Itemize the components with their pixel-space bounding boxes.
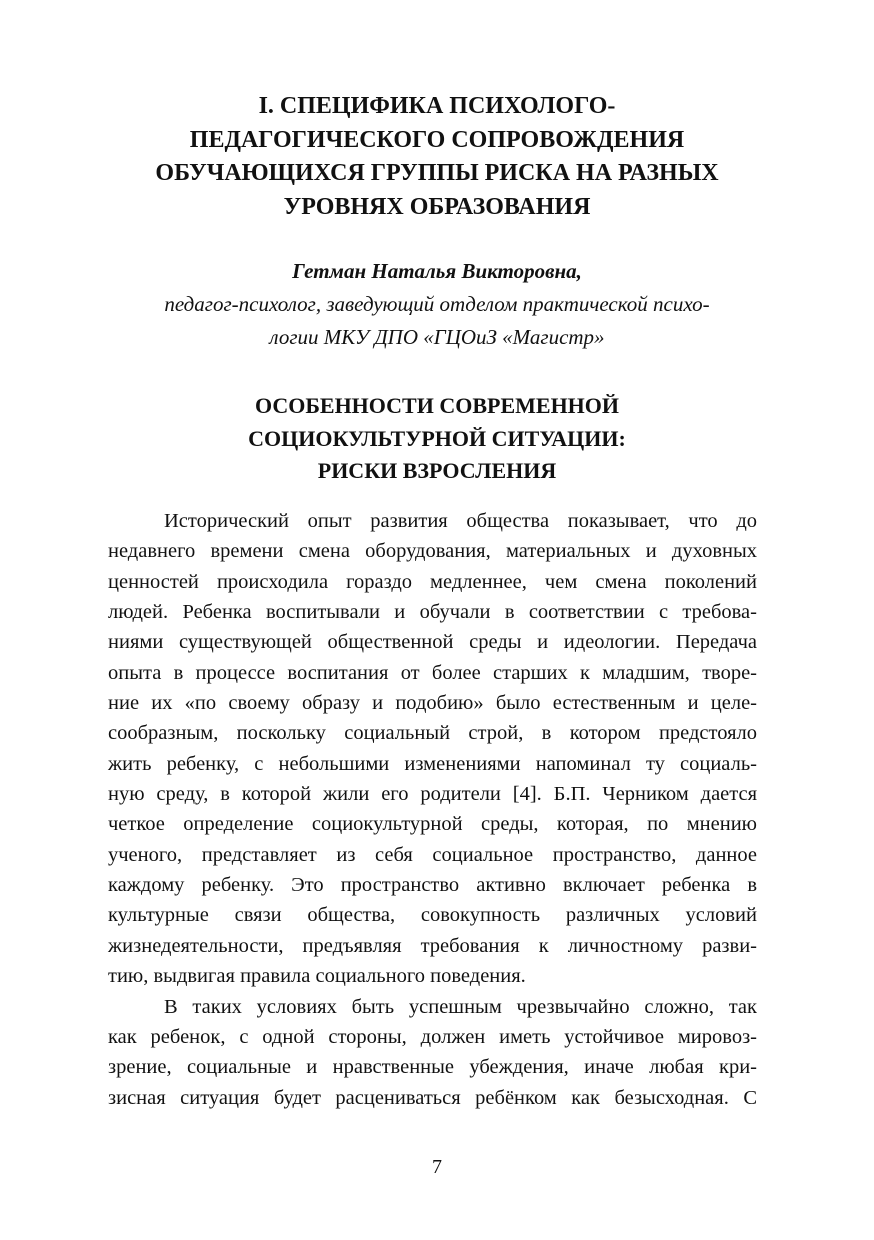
paragraph-line: культурные связи общества, совокупность различных условий xyxy=(108,904,757,927)
section-title-line: ОБУЧАЮЩИХСЯ ГРУППЫ РИСКА НА РАЗНЫХ xyxy=(155,160,719,186)
paragraph-line: Исторический опыт развития общества показывает, что до xyxy=(164,510,757,532)
section-title xyxy=(0,90,874,224)
paragraph-line: недавнего времени смена оборудования, материальных и духовных xyxy=(108,540,757,563)
page-number: 7 xyxy=(432,1156,442,1178)
article-title-line: ОСОБЕННОСТИ СОВРЕМЕННОЙ xyxy=(254,393,620,418)
paragraph-line: зисная ситуация будет расцениваться ребёнком как безысходная. С xyxy=(108,1086,757,1109)
paragraph-line: каждому ребенку. Это пространство активно включает ребенка в xyxy=(108,874,757,897)
paragraph-line: четкое определение социокультурной среды, которая, по мнению xyxy=(108,813,757,836)
paragraph-line: сообразным, поскольку социальный строй, в котором предстояло xyxy=(108,722,757,745)
paragraph xyxy=(108,992,757,1113)
section-title-line: I. СПЕЦИФИКА ПСИХОЛОГО- xyxy=(258,93,616,119)
paragraph-line: зрение, социальные и нравственные убеждения, иначе любая кри- xyxy=(108,1056,757,1079)
article-body xyxy=(108,506,757,1113)
author-affiliation-line: педагог-психолог, заведующий отделом практической психо- xyxy=(164,292,710,316)
paragraph xyxy=(108,506,757,992)
section-title-line: ПЕДАГОГИЧЕСКОГО СОПРОВОЖДЕНИЯ xyxy=(189,126,685,153)
paragraph-line: опыта в процессе воспитания от более старших к младшим, творе- xyxy=(108,661,757,684)
article-title-line: РИСКИ ВЗРОСЛЕНИЯ xyxy=(317,458,557,483)
author-block xyxy=(0,255,874,354)
paragraph-line: как ребенок, с одной стороны, должен иметь устойчивое мировоз- xyxy=(108,1025,757,1048)
paragraph-line: ную среду, в которой жили его родители [4]. Б.П. Черником дается xyxy=(108,783,757,806)
paragraph-line: ние их «по своему образу и подобию» было естественным и целе- xyxy=(108,692,757,715)
section-title-line: УРОВНЯХ ОБРАЗОВАНИЯ xyxy=(283,193,591,220)
paragraph-line: ценностей происходила гораздо медленнее, чем смена поколений xyxy=(108,570,757,593)
paragraph-line: людей. Ребенка воспитывали и обучали в соответствии с требова- xyxy=(108,601,757,624)
paragraph-line: ниями существующей общественной среды и идеологии. Передача xyxy=(108,631,757,654)
article-title xyxy=(0,390,874,488)
paragraph-line: жить ребенку, с небольшими изменениями напоминал ту социаль- xyxy=(108,752,757,775)
paragraph-line: тию, выдвигая правила социального поведения. xyxy=(108,965,526,988)
paragraph-line: ученого, представляет из себя социальное пространство, данное xyxy=(108,843,757,866)
paragraph-line: В таких условиях быть успешным чрезвычайно сложно, так xyxy=(164,995,757,1018)
author-name: Гетман Наталья Викторовна, xyxy=(292,259,582,283)
paragraph-line: жизнедеятельности, предъявляя требования к личностному разви- xyxy=(108,934,757,957)
article-title-line: СОЦИОКУЛЬТУРНОЙ СИТУАЦИИ: xyxy=(248,425,626,451)
author-affiliation-line: логии МКУ ДПО «ГЦОиЗ «Магистр» xyxy=(269,325,605,349)
